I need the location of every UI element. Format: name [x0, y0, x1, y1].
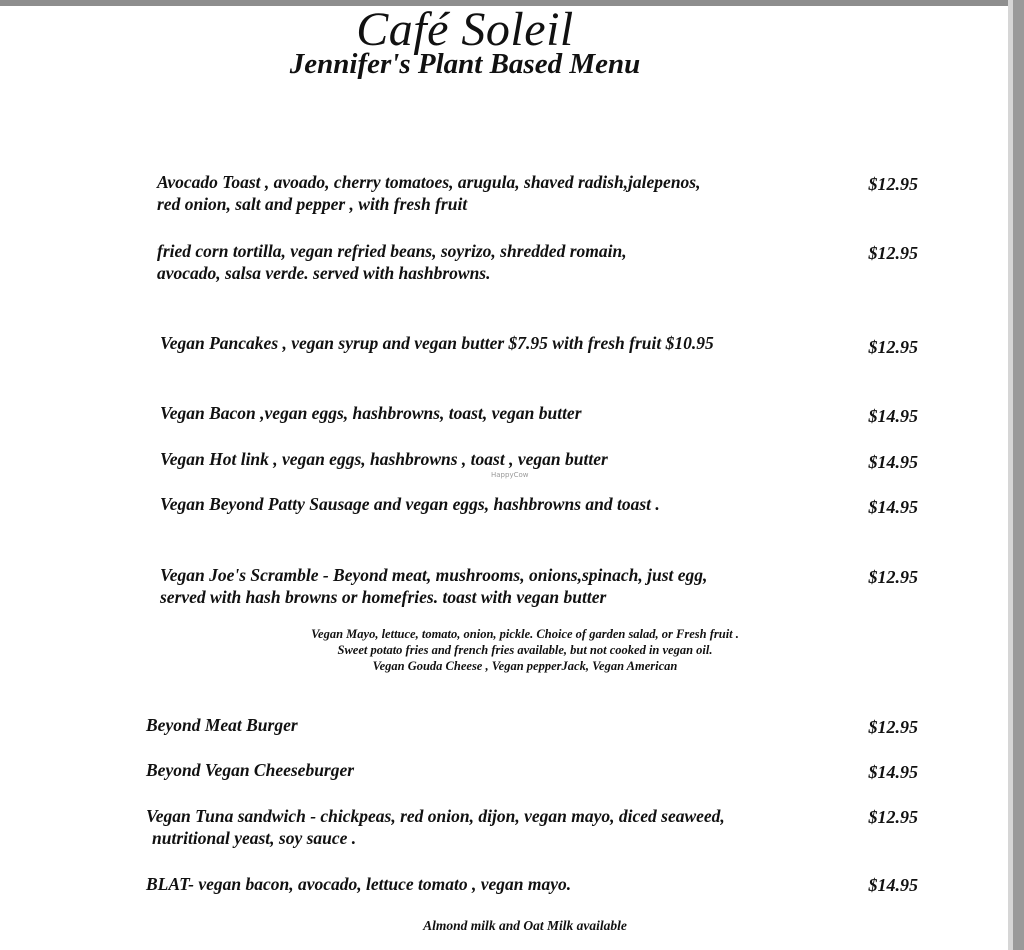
menu-item-description: Avocado Toast , avoado, cherry tomatoes, arugula, shaved radish,jalepenos, — [157, 172, 701, 192]
menu-item-vegan-tuna-sandwich — [146, 805, 725, 849]
menu-item-description: avocado, salsa verde. served with hashbrowns. — [157, 263, 491, 283]
menu-item-description: Vegan Hot link , vegan eggs, hashbrowns , toast , vegan butter — [160, 449, 608, 469]
menu-item-blat — [146, 873, 571, 895]
menu-item-price: $14.95 — [868, 452, 918, 472]
menu-item-description: Vegan Beyond Patty Sausage and vegan eggs, hashbrowns and toast . — [160, 494, 660, 514]
menu-item-beyond-meat-burger — [146, 714, 298, 736]
happycow-watermark: HappyCow — [491, 471, 529, 479]
menu-item-vegan-bacon — [160, 402, 582, 424]
menu-item-description: Vegan Bacon ,vegan eggs, hashbrowns, toast, vegan butter — [160, 403, 582, 423]
menu-item-description: Beyond Meat Burger — [146, 715, 298, 735]
menu-item-avocado-toast — [157, 171, 700, 215]
menu-item-description: Vegan Pancakes , vegan syrup and vegan butter $7.95 with fresh fruit $10.95 — [160, 333, 714, 353]
note-line: Vegan Mayo, lettuce, tomato, onion, pickle. Choice of garden salad, or Fresh fruit . — [311, 627, 739, 641]
menu-item-tortilla — [157, 240, 627, 284]
menu-item-vegan-hot-link — [160, 448, 608, 470]
menu-item-description: Vegan Joe's Scramble - Beyond meat, mushrooms, onions,spinach, just egg, — [160, 565, 708, 585]
menu-item-description: red onion, salt and pepper , with fresh fruit — [157, 194, 468, 214]
menu-item-price: $12.95 — [868, 174, 918, 194]
menu-item-description: Beyond Vegan Cheeseburger — [146, 760, 355, 780]
menu-item-joes-scramble — [160, 564, 707, 608]
note-line: Sweet potato fries and french fries available, but not cooked in vegan oil. — [337, 643, 713, 657]
restaurant-title: Café Soleil — [356, 3, 574, 56]
menu-item-price: $14.95 — [868, 762, 918, 782]
menu-item-description: nutritional yeast, soy sauce . — [152, 828, 357, 848]
menu-item-beyond-patty — [160, 493, 660, 515]
menu-item-price: $12.95 — [868, 243, 918, 263]
menu-item-description: served with hash browns or homefries. toast with vegan butter — [160, 587, 607, 607]
window-right-border — [1013, 0, 1024, 950]
menu-item-price: $14.95 — [868, 497, 918, 517]
menu-item-beyond-cheeseburger — [146, 759, 354, 781]
menu-item-price: $14.95 — [868, 406, 918, 426]
menu-item-description: Vegan Tuna sandwich - chickpeas, red onion, dijon, vegan mayo, diced seaweed, — [146, 806, 725, 826]
milk-availability-note: Almond milk and Oat Milk available — [423, 918, 627, 933]
menu-item-vegan-pancakes — [160, 332, 714, 354]
note-line: Vegan Gouda Cheese , Vegan pepperJack, Vegan American — [372, 659, 678, 673]
menu-subtitle: Jennifer's Plant Based Menu — [289, 48, 641, 80]
burger-options-note — [0, 626, 1024, 674]
menu-item-price: $14.95 — [868, 875, 918, 895]
menu-item-description: fried corn tortilla, vegan refried beans, soyrizo, shredded romain, — [157, 241, 627, 261]
menu-item-price: $12.95 — [868, 807, 918, 827]
menu-item-price: $12.95 — [868, 567, 918, 587]
menu-item-price: $12.95 — [868, 337, 918, 357]
menu-item-description: BLAT- vegan bacon, avocado, lettuce tomato , vegan mayo. — [146, 874, 572, 894]
menu-item-price: $12.95 — [868, 717, 918, 737]
